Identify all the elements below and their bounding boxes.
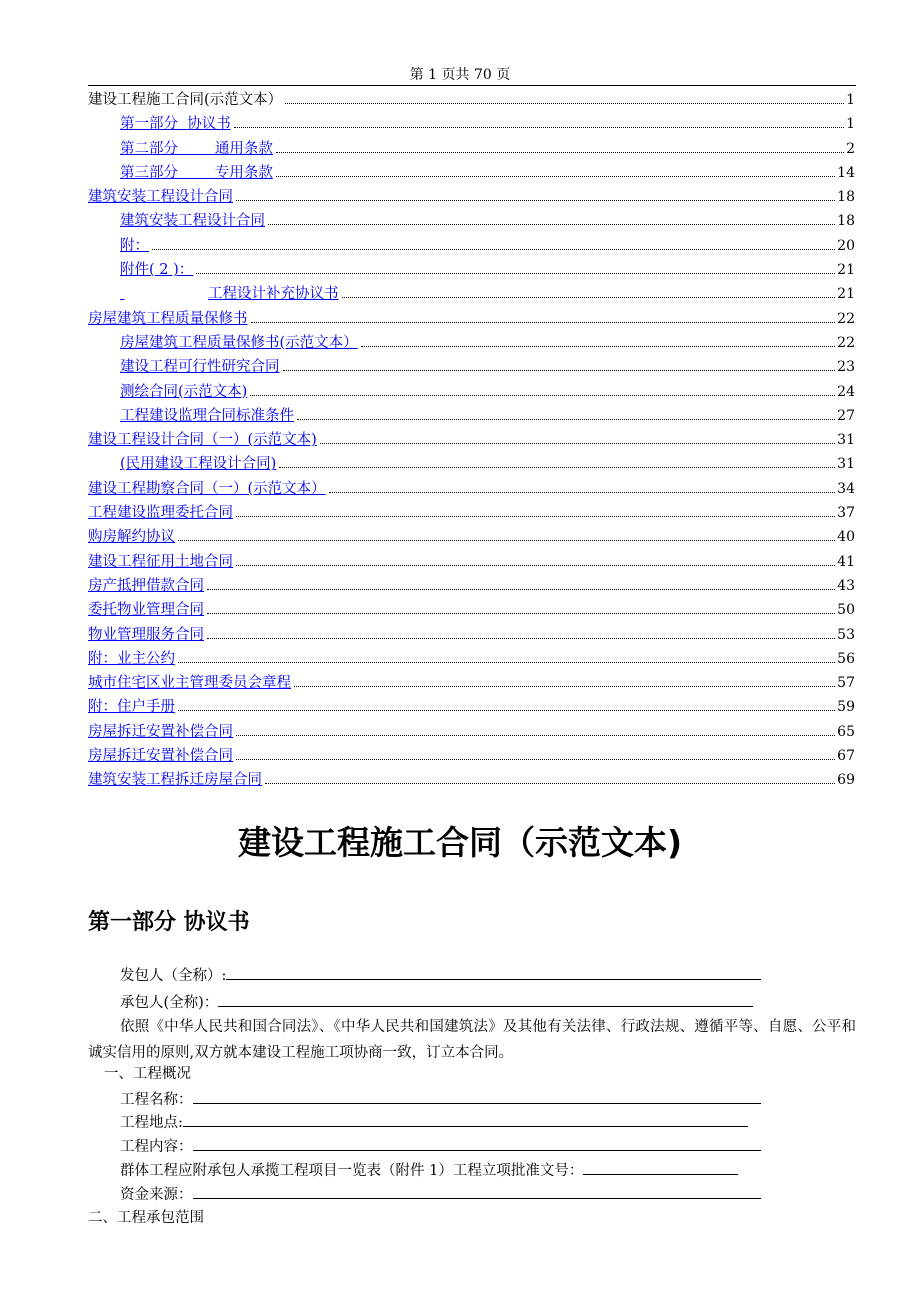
- toc-entry[interactable]: [88, 623, 855, 647]
- toc-page-number: 59: [837, 699, 855, 716]
- toc-leader-dots: [207, 613, 835, 614]
- toc-page-number: 21: [837, 286, 855, 303]
- toc-leader-dots: [236, 200, 835, 201]
- toc-entry[interactable]: [88, 331, 855, 355]
- toc-entry-title[interactable]: [120, 355, 280, 379]
- toc-leader-dots: [276, 176, 835, 177]
- toc-entry-text: 建设工程设计合同（一）(示范文本): [88, 432, 317, 449]
- project-name-blank[interactable]: [193, 1089, 761, 1104]
- toc-entry[interactable]: [88, 550, 855, 574]
- fund-source-blank[interactable]: [193, 1184, 761, 1199]
- toc-entry-title[interactable]: [120, 380, 247, 404]
- toc-entry[interactable]: [88, 209, 855, 233]
- intro-paragraph: 依照《中华人民共和国合同法》、《中华人民共和国建筑法》及其他有关法律、行政法规、遵循平等、自愿、公平和诚实信用的原则,双方就本建设工程施工项协商一致，订立本合同。: [88, 1019, 856, 1061]
- toc-entry[interactable]: [88, 647, 855, 671]
- toc-entry-title[interactable]: [88, 477, 326, 501]
- toc-entry[interactable]: [88, 234, 855, 258]
- toc-page-number: 53: [837, 626, 855, 643]
- fund-source-label: 资金来源：: [120, 1187, 193, 1203]
- toc-entry-blank: [120, 282, 208, 306]
- toc-entry-text: 建设工程勘察合同（一）(示范文本）: [88, 480, 326, 497]
- toc-leader-dots: [236, 735, 835, 736]
- toc-entry[interactable]: [88, 355, 855, 379]
- toc-entry-title[interactable]: [88, 525, 175, 549]
- toc-entry-title[interactable]: [88, 307, 248, 331]
- toc-entry-title[interactable]: [88, 623, 204, 647]
- toc-leader-dots: [250, 395, 835, 396]
- toc-entry-text: 建设工程征用土地合同: [88, 553, 233, 570]
- project-content-blank[interactable]: [193, 1136, 761, 1151]
- toc-page-number: 37: [837, 505, 855, 522]
- toc-entry[interactable]: [88, 671, 855, 695]
- toc-leader-dots: [342, 297, 836, 298]
- project-location-line: [120, 1112, 748, 1133]
- contractor-blank[interactable]: [218, 992, 753, 1007]
- toc-leader-dots: [236, 516, 835, 517]
- toc-entry-title[interactable]: [120, 282, 339, 306]
- toc-page-number: 22: [837, 310, 855, 327]
- toc-entry-text: (民用建设工程设计合同): [120, 456, 277, 473]
- toc-entry-text: 房产抵押借款合同: [88, 577, 204, 594]
- toc-entry-title[interactable]: [120, 209, 265, 233]
- toc-entry[interactable]: [88, 768, 855, 792]
- employer-blank[interactable]: [226, 965, 761, 980]
- toc-entry[interactable]: [88, 307, 855, 331]
- toc-entry-title[interactable]: [88, 428, 317, 452]
- toc-page-number: 1: [846, 92, 855, 108]
- toc-entry-title[interactable]: [88, 720, 233, 744]
- toc-entry-text: 建筑安装工程设计合同: [88, 189, 233, 206]
- part-one-title: 第一部分 协议书: [88, 910, 250, 935]
- toc-entry[interactable]: [88, 525, 855, 549]
- toc-entry[interactable]: [88, 744, 855, 768]
- toc-leader-dots: [283, 370, 836, 371]
- toc-entry[interactable]: [88, 282, 855, 306]
- toc-page-number: 34: [837, 480, 855, 497]
- toc-entry-text: 物业管理服务合同: [88, 626, 204, 643]
- toc-entry-title[interactable]: [120, 161, 273, 185]
- toc-entry-text: 房屋拆迁安置补偿合同: [88, 723, 233, 740]
- toc-leader-dots: [178, 540, 835, 541]
- toc-leader-dots: [178, 662, 835, 663]
- toc-page-number: 20: [837, 237, 855, 254]
- group-project-label: 群体工程应附承包人承揽工程项目一览表（附件 1）工程立项批准文号：: [120, 1163, 584, 1179]
- table-of-contents: [88, 88, 855, 793]
- toc-page-number: 14: [837, 164, 855, 181]
- toc-entry-title[interactable]: [88, 185, 233, 209]
- toc-leader-dots: [276, 152, 844, 153]
- toc-entry[interactable]: [88, 258, 855, 282]
- toc-entry-title[interactable]: [88, 598, 204, 622]
- toc-leader-dots: [234, 127, 844, 128]
- toc-entry-title[interactable]: [120, 452, 276, 476]
- toc-entry[interactable]: [88, 695, 855, 719]
- toc-page-number: 1: [846, 116, 855, 133]
- toc-page-number: 24: [837, 383, 855, 400]
- toc-entry-text: 委托物业管理合同: [88, 602, 204, 619]
- toc-entry-text: 工程设计补充协议书: [208, 286, 339, 303]
- fund-source-line: [120, 1184, 761, 1205]
- toc-page-number: 67: [837, 748, 855, 765]
- toc-entry-text: 房屋拆迁安置补偿合同: [88, 748, 233, 765]
- toc-entry-text: 房屋建筑工程质量保修书: [88, 310, 248, 327]
- project-location-blank[interactable]: [183, 1112, 748, 1127]
- section2-heading: 二、工程承包范围: [88, 1210, 204, 1226]
- toc-page-number: 23: [837, 359, 855, 376]
- toc-entry-text: 第二部分 通用条款: [120, 140, 273, 157]
- toc-entry-text: 第一部分 协议书: [120, 116, 231, 133]
- toc-entry[interactable]: [88, 720, 855, 744]
- toc-entry-text: 建设工程施工合同(示范文本）: [88, 92, 283, 108]
- toc-leader-dots: [265, 783, 835, 784]
- toc-entry[interactable]: [88, 477, 855, 501]
- toc-entry[interactable]: [88, 428, 855, 452]
- toc-entry[interactable]: [88, 501, 855, 525]
- toc-entry[interactable]: [88, 380, 855, 404]
- project-location-label: 工程地点:: [120, 1115, 183, 1131]
- toc-leader-dots: [285, 103, 844, 104]
- toc-page-number: 31: [837, 432, 855, 449]
- toc-entry-title[interactable]: [88, 647, 175, 671]
- contractor-label: 承包人(全称)：: [120, 995, 219, 1011]
- toc-page-number: 27: [837, 407, 855, 424]
- header-divider: [88, 85, 856, 86]
- toc-entry-title: [88, 88, 282, 112]
- toc-page-number: 2: [846, 140, 855, 157]
- toc-leader-dots: [236, 759, 835, 760]
- toc-entry-title[interactable]: [88, 671, 291, 695]
- project-name-label: 工程名称：: [120, 1092, 193, 1108]
- toc-entry-title[interactable]: [88, 744, 233, 768]
- toc-entry-text: 城市住宅区业主管理委员会章程: [88, 675, 291, 692]
- toc-entry-text: 购房解约协议: [88, 529, 175, 546]
- toc-entry[interactable]: [88, 404, 855, 428]
- toc-leader-dots: [207, 589, 835, 590]
- toc-page-number: 22: [837, 334, 855, 351]
- section1-heading: 一、工程概况: [104, 1066, 191, 1082]
- toc-entry-text: 附：: [120, 237, 149, 254]
- toc-leader-dots: [294, 686, 835, 687]
- toc-page-number: 40: [837, 529, 855, 546]
- toc-entry: [88, 88, 855, 112]
- document-title: 建设工程施工合同（示范文本): [237, 823, 683, 862]
- toc-entry-text: 建筑安装工程拆迁房屋合同: [88, 772, 262, 789]
- toc-page-number: 69: [837, 772, 855, 789]
- toc-entry-title[interactable]: [120, 404, 294, 428]
- group-project-line: [120, 1160, 738, 1181]
- toc-leader-dots: [297, 419, 835, 420]
- toc-leader-dots: [152, 249, 835, 250]
- toc-page-number: 18: [837, 213, 855, 230]
- toc-entry-title[interactable]: [120, 258, 193, 282]
- toc-entry-text: 建筑安装工程设计合同: [120, 213, 265, 230]
- toc-page-number: 56: [837, 650, 855, 667]
- toc-entry-title[interactable]: [88, 501, 233, 525]
- toc-leader-dots: [236, 565, 835, 566]
- toc-page-number: 43: [837, 577, 855, 594]
- toc-page-number: 31: [837, 456, 855, 473]
- toc-page-number: 18: [837, 189, 855, 206]
- page-header: 第 1 页共 70 页: [409, 67, 511, 83]
- toc-leader-dots: [329, 492, 836, 493]
- toc-entry-title[interactable]: [120, 234, 149, 258]
- project-content-label: 工程内容：: [120, 1139, 193, 1155]
- toc-entry[interactable]: [88, 112, 855, 136]
- toc-leader-dots: [361, 346, 836, 347]
- toc-entry-text: 附：业主公约: [88, 650, 175, 667]
- project-name-line: [120, 1089, 761, 1110]
- toc-leader-dots: [207, 638, 835, 639]
- project-content-line: [120, 1136, 761, 1157]
- toc-entry-text: 附件( 2 )：: [120, 262, 194, 279]
- toc-entry[interactable]: [88, 137, 855, 161]
- toc-entry-text: 第三部分 专用条款: [120, 164, 273, 181]
- toc-entry-title[interactable]: [88, 768, 262, 792]
- toc-entry-text: 房屋建筑工程质量保修书(示范文本）: [120, 334, 358, 351]
- toc-entry-title[interactable]: [88, 695, 175, 719]
- toc-entry-title[interactable]: [88, 550, 233, 574]
- toc-entry-title[interactable]: [120, 137, 273, 161]
- toc-entry-text: 附：住户手册: [88, 699, 175, 716]
- toc-entry-title[interactable]: [120, 331, 358, 355]
- toc-entry-title[interactable]: [88, 574, 204, 598]
- toc-entry-title[interactable]: [120, 112, 231, 136]
- toc-entry-text: 建设工程可行性研究合同: [120, 359, 280, 376]
- toc-leader-dots: [320, 443, 835, 444]
- toc-leader-dots: [268, 224, 835, 225]
- toc-entry[interactable]: [88, 452, 855, 476]
- toc-leader-dots: [196, 273, 835, 274]
- toc-entry-text: 测绘合同(示范文本): [120, 383, 248, 400]
- toc-entry[interactable]: [88, 574, 855, 598]
- toc-page-number: 57: [837, 675, 855, 692]
- toc-page-number: 50: [837, 602, 855, 619]
- toc-page-number: 41: [837, 553, 855, 570]
- toc-entry[interactable]: [88, 598, 855, 622]
- toc-page-number: 65: [837, 723, 855, 740]
- toc-entry-text: 工程建设监理合同标准条件: [120, 407, 294, 424]
- toc-leader-dots: [279, 467, 835, 468]
- toc-page-number: 21: [837, 262, 855, 279]
- toc-entry[interactable]: [88, 161, 855, 185]
- toc-leader-dots: [178, 710, 835, 711]
- toc-leader-dots: [251, 322, 836, 323]
- toc-entry-text: 工程建设监理委托合同: [88, 505, 233, 522]
- employer-line: [120, 965, 761, 986]
- toc-entry[interactable]: [88, 185, 855, 209]
- employer-label: 发包人（全称）:: [120, 968, 227, 984]
- contractor-line: [120, 992, 753, 1013]
- approval-number-blank[interactable]: [583, 1160, 738, 1175]
